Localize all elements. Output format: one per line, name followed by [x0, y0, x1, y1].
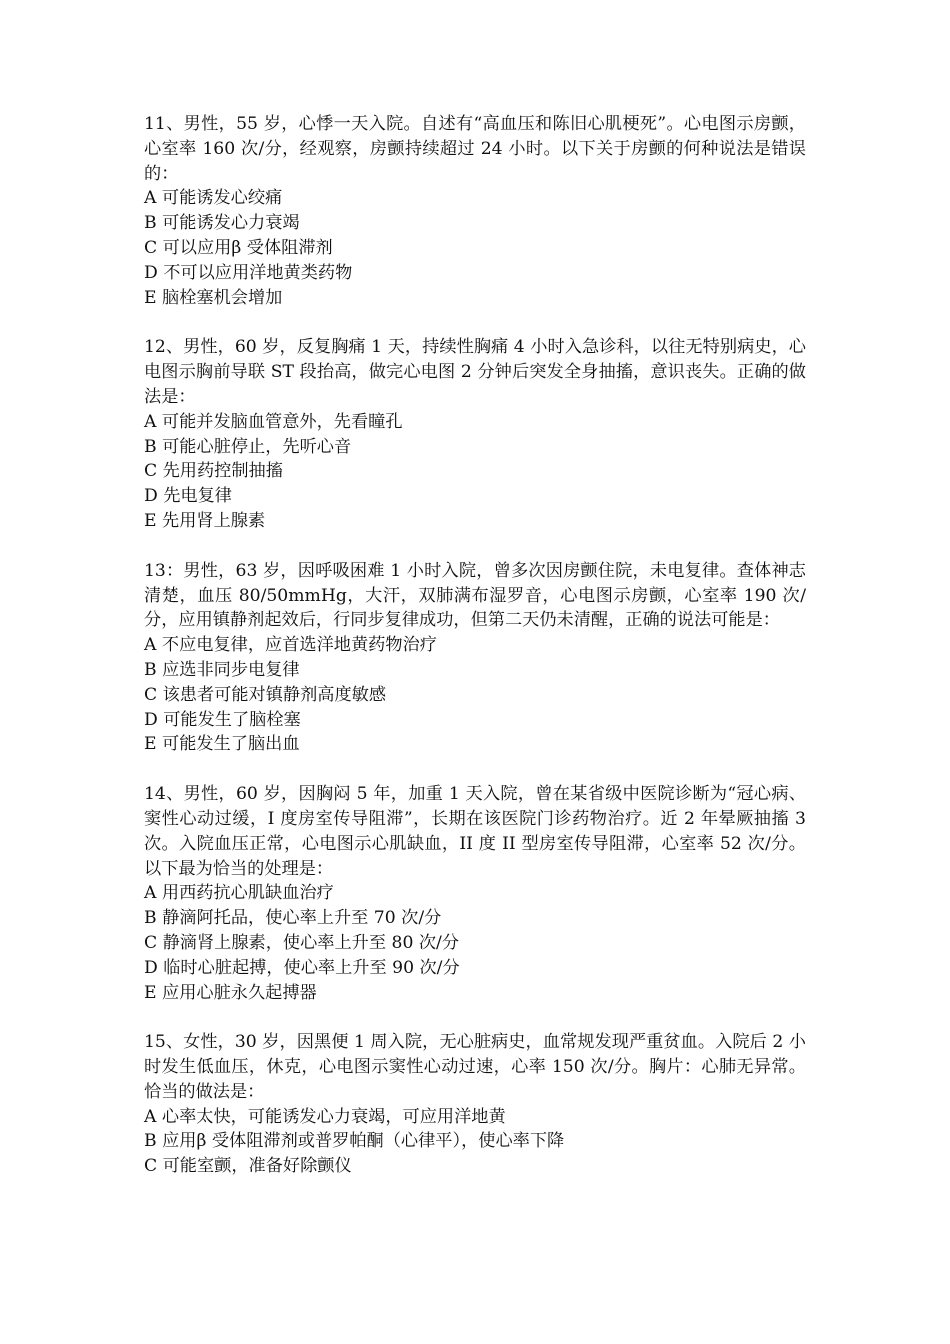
option-c: C 先用药控制抽搐 [144, 461, 283, 482]
option-c: C 可能室颤，准备好除颤仪 [144, 1156, 352, 1177]
option-a: A 可能诱发心绞痛 [144, 188, 283, 209]
option-b: B 可能心脏停止，先听心音 [144, 436, 352, 457]
option-d: D 临时心脏起搏，使心率上升至 90 次/分 [144, 957, 460, 978]
question-stem: 15、女性，30 岁，因黑便 1 周入院，无心脏病史，血常规发现严重贫血。入院后 2 小时发生低血压，休克，心电图示窦性心动过速，心率 150 次/分。胸片：心肺无异常。恰当的做法是： [144, 1032, 806, 1102]
question-12 [144, 335, 806, 533]
option-e: E 可能发生了脑出血 [144, 734, 300, 755]
question-stem: 11、男性，55 岁，心悸一天入院。自述有“高血压和陈旧心肌梗死”。心电图示房颤，心室率 160 次/分，经观察，房颤持续超过 24 小时。以下关于房颤的何种说法是错误的： [144, 114, 806, 184]
question-14 [144, 782, 806, 1005]
question-stem: 13：男性，63 岁，因呼吸困难 1 小时入院，曾多次因房颤住院，未电复律。查体神志清楚，血压 80/50mmHg，大汗，双肺满布湿罗音，心电图示房颤，心室率 190 次/分，应用镇静剂起效后，行同步复律成功，但第二天仍未清醒，正确的说法可能是： [144, 560, 806, 631]
option-a: A 用西药抗心肌缺血治疗 [144, 883, 334, 904]
question-11 [144, 112, 806, 310]
option-d: D 先电复律 [144, 486, 232, 507]
option-e: E 先用肾上腺素 [144, 510, 266, 531]
option-b: B 静滴阿托品，使心率上升至 70 次/分 [144, 908, 442, 929]
option-e: E 脑栓塞机会增加 [144, 287, 283, 308]
question-list [144, 112, 806, 1204]
question-13 [144, 559, 806, 757]
option-b: B 应选非同步电复律 [144, 659, 300, 680]
option-d: D 不可以应用洋地黄类药物 [144, 262, 353, 283]
option-c: C 可以应用β 受体阻滞剂 [144, 237, 333, 258]
option-a: A 可能并发脑血管意外，先看瞳孔 [144, 411, 403, 432]
option-b: B 可能诱发心力衰竭 [144, 213, 300, 234]
option-c: C 该患者可能对镇静剂高度敏感 [144, 684, 387, 705]
option-a: A 心率太快，可能诱发心力衰竭，可应用洋地黄 [144, 1106, 506, 1127]
question-stem: 12、男性，60 岁，反复胸痛 1 天，持续性胸痛 4 小时入急诊科，以往无特别病史，心电图示胸前导联 ST 段抬高，做完心电图 2 分钟后突发全身抽搐，意识丧失。正确的做法是： [144, 337, 806, 407]
option-d: D 可能发生了脑栓塞 [144, 709, 301, 730]
question-stem: 14、男性，60 岁，因胸闷 5 年，加重 1 天入院，曾在某省级中医院诊断为“冠心病、窦性心动过缓，I 度房室传导阻滞”，长期在该医院门诊药物治疗。近 2 年晕厥抽搐 3 次。入院血压正常，心电图示心肌缺血，II 度 II 型房室传导阻滞，心室率 52 次/分。以下最为恰当的处理是： [144, 784, 806, 879]
option-b: B 应用β 受体阻滞剂或普罗帕酮（心律平），使心率下降 [144, 1131, 565, 1152]
option-c: C 静滴肾上腺素，使心率上升至 80 次/分 [144, 932, 460, 953]
option-a: A 不应电复律，应首选洋地黄药物治疗 [144, 635, 437, 656]
question-15 [144, 1030, 806, 1179]
option-e: E 应用心脏永久起搏器 [144, 982, 317, 1003]
